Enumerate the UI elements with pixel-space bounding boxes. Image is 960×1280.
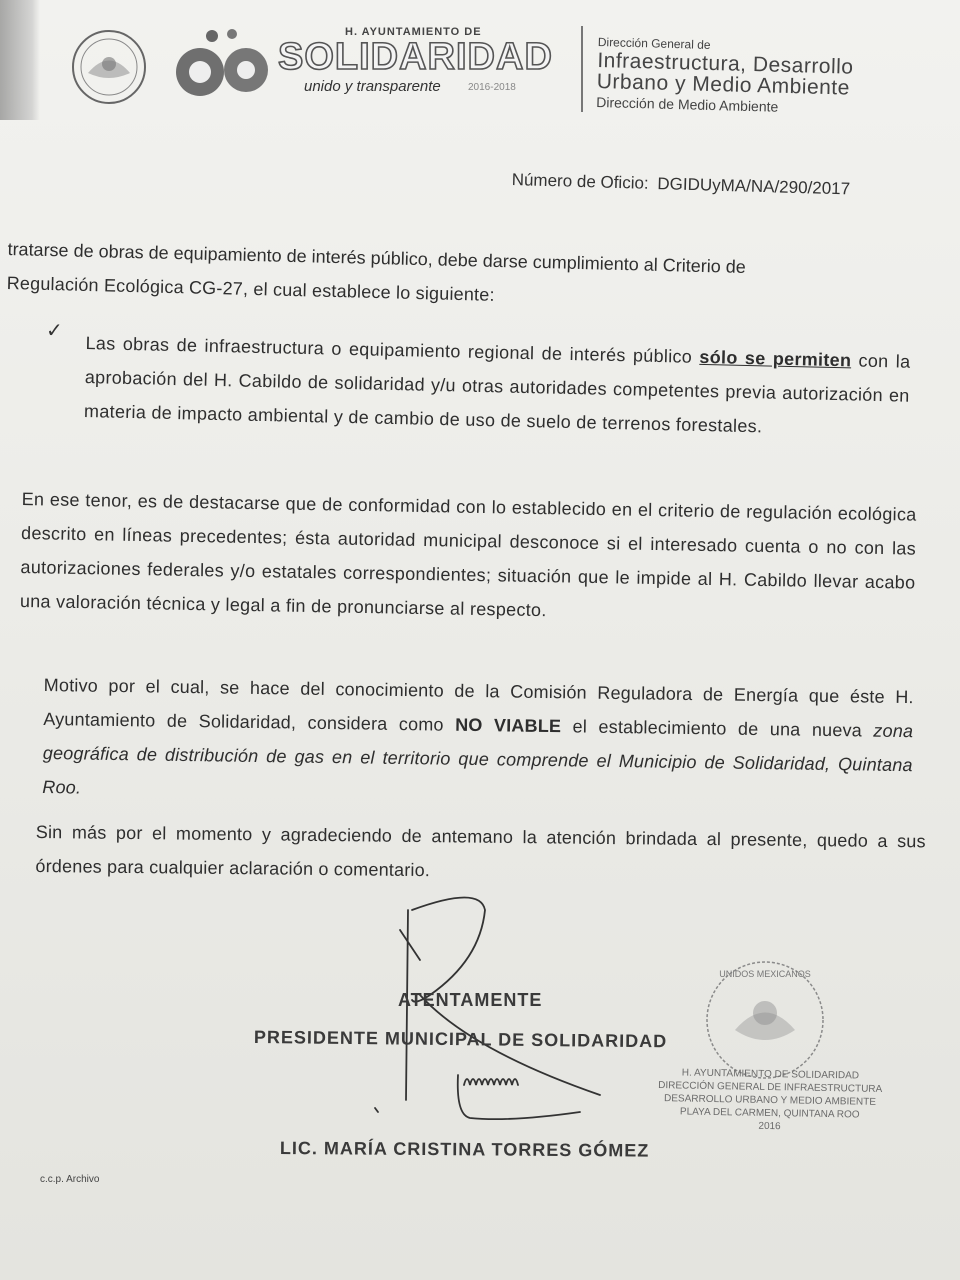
page-corner-shadow: [0, 0, 40, 120]
quote-text: con la aprobación del H. Cabildo de solidaridad y/u otras autoridades competentes previa autorización en materia de impacto ambiental y de cambio de uso de suelo de terrenos forestales.: [83, 350, 911, 437]
signer-position: PRESIDENTE MUNICIPAL DE SOLIDARIDAD: [253, 1027, 668, 1052]
brand-years: 2016-2018: [468, 82, 516, 93]
dept-line-4: Dirección de Medio Ambiente: [596, 93, 779, 115]
oficio-number: DGIDUyMA/NA/290/2017: [657, 174, 851, 199]
stamp-legend: [649, 1066, 890, 1135]
closing-salutation: ATENTAMENTE: [398, 990, 543, 1010]
paragraph-resolution: [42, 668, 914, 816]
stamp-top-text: UNIDOS MEXICANOS: [719, 969, 811, 979]
brand-caption: H. AYUNTAMIENTO DE: [345, 26, 482, 38]
stamp-line: H. AYUNTAMIENTO DE SOLIDARIDAD: [681, 1067, 860, 1082]
stamp-line: 2016: [758, 1120, 781, 1133]
resolution-text: el establecimiento de una nueva: [572, 716, 863, 741]
dept-line-1: Dirección General de: [597, 35, 711, 52]
stamp-line: DIRECCIÓN GENERAL DE INFRAESTRUCTURA: [658, 1080, 883, 1095]
quote-text: Las obras de infraestructura o equipamiento regional de interés público: [85, 332, 693, 367]
signer-name: LIC. MARÍA CRISTINA TORRES GÓMEZ: [279, 1138, 650, 1161]
checkmark-icon: ✓: [46, 320, 63, 342]
paragraph-closing: Sin más por el momento y agradeciendo de antemano la atención brindada al presente, quedo a sus órdenes para cualquier aclaración o comentario.: [35, 821, 926, 881]
quote-emphasis: sólo se permiten: [699, 346, 852, 371]
paragraph-line: Regulación Ecológica CG-27, el cual establece lo siguiente:: [6, 272, 495, 305]
copy-recipients: c.c.p. Archivo: [40, 1174, 100, 1185]
resolution-italic: zona geográfica de distribución de gas en el territorio que comprende el Municipio de Solidaridad, Quintana Roo.: [42, 720, 914, 798]
brand-name: SOLIDARIDAD: [278, 36, 553, 78]
paragraph-tenor: En ese tenor, es de destacarse que de conformidad con lo establecido en el criterio de regulación ecológica descrito en líneas precedentes; ésta autoridad municipal desconoce si el interesado cuenta o no con las autorizaciones federales y/o estatales correspondientes; situación que le impide al H. Cabildo llevar acabo una valoración técnica y legal a fin de pronunciarse al respecto.: [19, 488, 917, 621]
stamp-line: DESARROLLO URBANO Y MEDIO AMBIENTE: [663, 1093, 877, 1108]
paragraph-line: tratarse de obras de equipamiento de interés público, debe darse cumplimiento al Criterio de: [7, 238, 747, 278]
brand-slogan: unido y transparente: [304, 78, 441, 95]
official-stamp-seal-icon: [700, 955, 830, 1085]
paragraph-criterion-quote: [84, 326, 911, 447]
municipal-seal-icon: [70, 28, 148, 106]
resolution-emphasis: NO VIABLE: [455, 714, 562, 737]
header-divider: [581, 26, 583, 112]
oficio-label: Número de Oficio:: [511, 170, 649, 193]
dept-line-3: Urbano y Medio Ambiente: [596, 69, 851, 100]
solidaridad-logo-icon: [170, 24, 280, 104]
dept-line-2: Infraestructura, Desarrollo: [597, 48, 854, 79]
stamp-line: PLAYA DEL CARMEN, QUINTANA ROO: [679, 1106, 860, 1121]
paragraph-criterion-intro: [6, 232, 902, 322]
resolution-text: Motivo por el cual, se hace del conocimiento de la Comisión Reguladora de Energía que éste H. Ayuntamiento de Solidaridad, considera como: [43, 674, 914, 735]
handwritten-signature-icon: [360, 890, 630, 1140]
oficio-reference: [511, 170, 850, 199]
department-block: [596, 36, 854, 116]
